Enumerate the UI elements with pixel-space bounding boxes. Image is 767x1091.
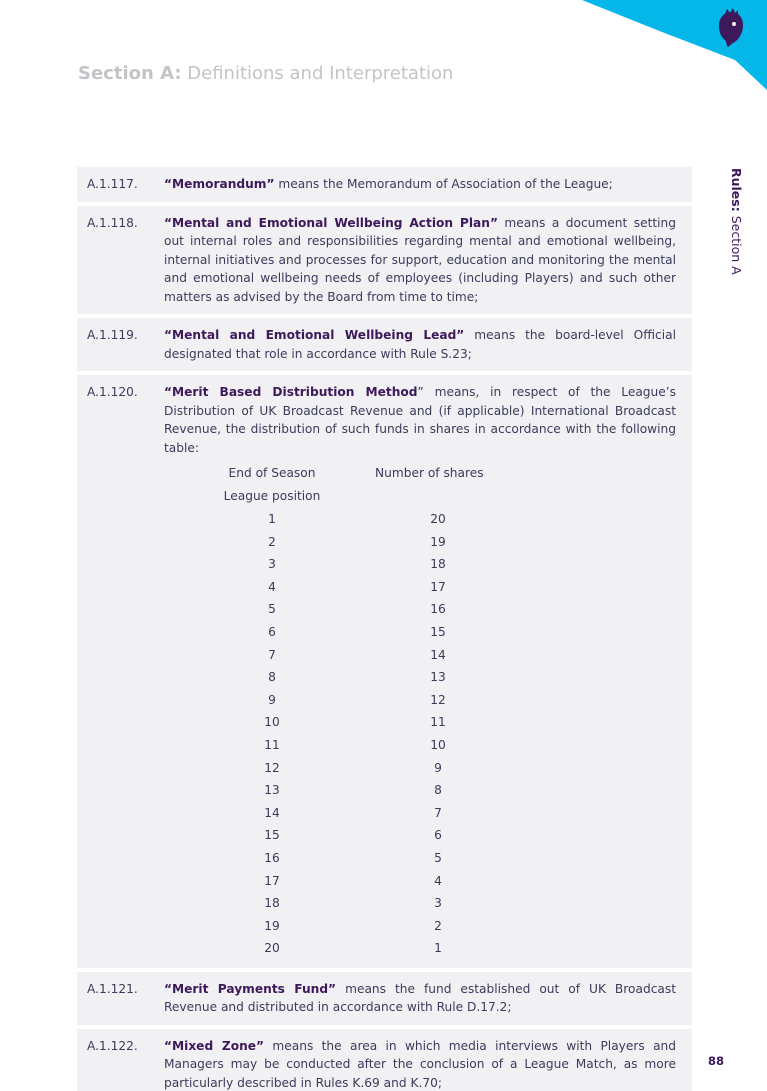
cyan-corner-shape <box>582 0 767 90</box>
section-title-text: Definitions and Interpretation <box>187 63 454 84</box>
number-of-shares-cell: 4 <box>434 873 442 888</box>
league-position-cell: 7 <box>268 647 276 662</box>
definition-body <box>164 175 676 194</box>
number-of-shares-cell: 7 <box>434 805 442 820</box>
league-position-cell: 17 <box>264 873 280 888</box>
number-of-shares-cell: 17 <box>430 579 446 594</box>
number-of-shares-cell: 10 <box>430 737 446 752</box>
league-position-cell: 12 <box>264 760 280 775</box>
definition-body <box>164 214 676 307</box>
number-of-shares-cell: 16 <box>430 602 446 617</box>
col-header-position-line2: League position <box>223 489 321 503</box>
definition-body <box>164 980 676 1017</box>
table-row <box>202 666 522 689</box>
shares-table-body <box>202 508 522 960</box>
col-header-position: End of Season <box>228 466 316 480</box>
league-position-cell: 19 <box>264 918 280 933</box>
league-position-cell: 14 <box>264 805 280 820</box>
number-of-shares-cell: 12 <box>430 692 446 707</box>
league-position-cell: 18 <box>264 896 280 911</box>
number-of-shares-cell: 3 <box>434 896 442 911</box>
table-row <box>202 553 522 576</box>
number-of-shares-cell: 2 <box>434 918 442 933</box>
definition-term: “Mental and Emotional Wellbeing Lead” <box>164 328 465 342</box>
league-position-cell: 8 <box>268 670 276 685</box>
number-of-shares-cell: 1 <box>434 941 442 956</box>
corner-accent-graphic <box>567 0 767 90</box>
table-row <box>202 802 522 825</box>
definition-text: means the area in which media interviews with Players and Managers may be conducted after the conclusion of a League Match, as more particularly described in Rules K.69 and K.70; <box>164 1038 676 1090</box>
definition-number: A.1.119. <box>87 328 138 342</box>
definition-number: A.1.121. <box>87 981 138 996</box>
league-position-cell: 13 <box>264 783 280 798</box>
league-position-cell: 15 <box>264 828 280 843</box>
number-of-shares-cell: 20 <box>430 512 446 526</box>
league-position-cell: 9 <box>268 692 276 707</box>
league-position-cell: 10 <box>264 715 280 730</box>
definition-term: “Merit Based Distribution Method <box>164 385 418 399</box>
number-of-shares-cell: 6 <box>434 828 442 843</box>
league-position-cell: 4 <box>268 579 276 594</box>
table-row <box>202 621 522 644</box>
number-of-shares-cell: 19 <box>430 534 446 549</box>
definition-text: means the board-level Official designated that role in accordance with Rule S.23; <box>164 328 676 361</box>
table-row <box>202 576 522 599</box>
definition-term: “Merit Payments Fund” <box>164 981 337 996</box>
number-of-shares-cell: 5 <box>434 850 442 865</box>
definition-text: ” means, in respect of the League’s Distribution of UK Broadcast Revenue and (if applicable) International Broadcast Revenue, the distribution of such funds in shares in accordance with the following table: <box>164 385 676 455</box>
definition-row <box>77 375 692 968</box>
side-label-text: Section A <box>729 215 744 275</box>
definition-number: A.1.117. <box>87 177 138 191</box>
definition-row <box>77 318 692 371</box>
league-position-cell: 2 <box>268 534 276 549</box>
table-row <box>202 892 522 915</box>
definition-row <box>77 1029 692 1091</box>
table-row <box>202 870 522 893</box>
definition-term: “Mixed Zone” <box>164 1038 265 1053</box>
number-of-shares-cell: 13 <box>430 670 446 685</box>
number-of-shares-cell: 18 <box>430 557 446 572</box>
league-position-cell: 5 <box>268 602 276 617</box>
table-row <box>202 598 522 621</box>
table-row <box>202 711 522 734</box>
league-position-cell: 11 <box>264 737 280 752</box>
definition-term: “Mental and Emotional Wellbeing Action Plan” <box>164 215 498 230</box>
section-title-prefix: Section A: <box>78 63 182 84</box>
league-position-cell: 16 <box>264 850 280 865</box>
definition-row <box>77 972 692 1025</box>
definition-number: A.1.122. <box>87 1038 138 1053</box>
definition-row <box>77 206 692 315</box>
table-row <box>202 915 522 938</box>
number-of-shares-cell: 14 <box>430 647 446 662</box>
definition-text: means a document setting out internal roles and responsibilities regarding mental and emotional wellbeing, internal initiatives and processes for support, education and monitoring the mental and emotional wellbeing needs of employees (including Players) and such other matters as advised by the Board from time to time; <box>164 215 676 304</box>
table-row <box>202 757 522 780</box>
definitions-list <box>77 167 692 1091</box>
definition-number: A.1.120. <box>87 385 138 399</box>
table-row <box>202 689 522 712</box>
definition-body <box>164 383 676 960</box>
league-position-cell: 6 <box>268 624 276 639</box>
table-row <box>202 531 522 554</box>
table-row <box>202 824 522 847</box>
shares-table-header <box>202 462 522 485</box>
number-of-shares-cell: 11 <box>430 715 446 730</box>
definition-body <box>164 326 676 363</box>
league-position-cell: 20 <box>264 941 280 956</box>
table-row <box>202 847 522 870</box>
table-row <box>202 508 522 531</box>
definition-row <box>77 167 692 202</box>
table-row <box>202 734 522 757</box>
definition-term: “Memorandum” <box>164 177 275 191</box>
table-row <box>202 779 522 802</box>
table-row <box>202 644 522 667</box>
league-position-cell: 3 <box>268 557 276 572</box>
definition-body <box>164 1037 676 1091</box>
definition-number: A.1.118. <box>87 215 138 230</box>
number-of-shares-cell: 15 <box>430 624 446 639</box>
definition-text: means the Memorandum of Association of the League; <box>274 177 613 191</box>
table-row <box>202 937 522 960</box>
col-header-shares: Number of shares <box>375 466 484 480</box>
side-section-label <box>722 168 744 273</box>
league-position-cell: 1 <box>268 512 276 526</box>
definition-text: means the fund established out of UK Broadcast Revenue and distributed in accordance with Rule D.17.2; <box>164 981 676 1015</box>
page-number: 88 <box>708 1054 725 1068</box>
number-of-shares-cell: 9 <box>434 760 442 775</box>
section-title <box>78 63 453 84</box>
side-label-prefix: Rules: <box>729 168 744 212</box>
number-of-shares-cell: 8 <box>434 783 442 798</box>
shares-table <box>202 462 522 960</box>
